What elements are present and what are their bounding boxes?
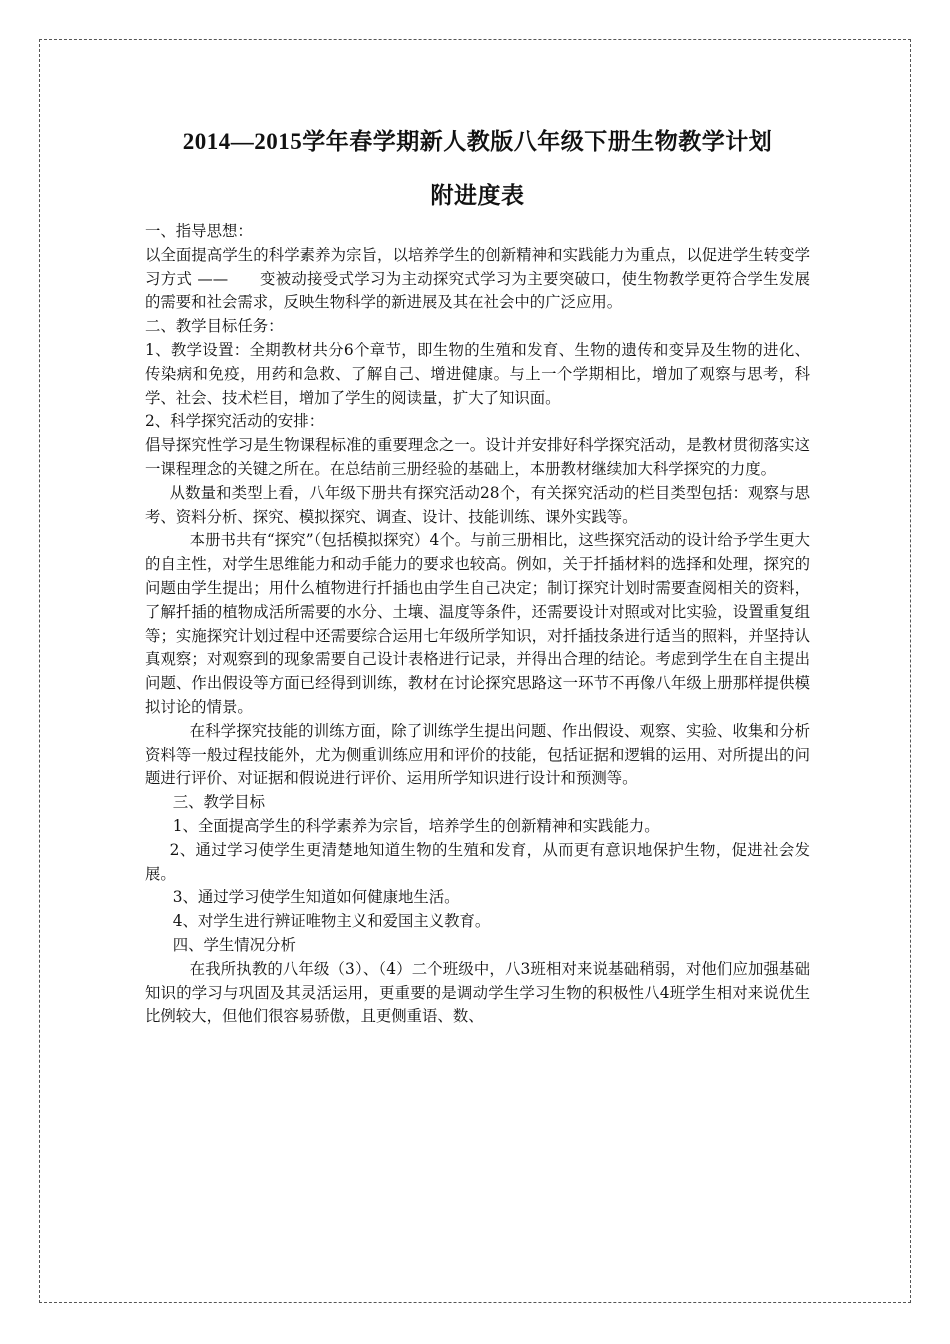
document-subtitle: 附进度表 bbox=[430, 183, 525, 208]
list-item: 1、全面提高学生的科学素养为宗旨，培养学生的创新精神和实践能力。 bbox=[172, 816, 660, 835]
paragraph: 在我所执教的八年级（3）、（4）二个班级中，八3班相对来说基础稍弱，对他们应加强基础知识的学习与巩固及其灵活运用，更重要的是调动学生学习生物的积极性八4班学生相对来说优生比例较大，但他们很容易骄傲，且更侧重语、数、 bbox=[145, 959, 810, 1026]
heading-teaching-goals: 三、教学目标 bbox=[172, 793, 266, 812]
list-item: 3、通过学习使学生知道如何健康地生活。 bbox=[172, 888, 460, 907]
document-body bbox=[145, 128, 810, 1029]
list-item: 2、通过学习使学生更清楚地知道生物的生殖和发育，从而更有意识地保护生物，促进社会发展。 bbox=[145, 840, 810, 883]
document-title: 2014—2015学年春学期新人教版八年级下册生物教学计划 bbox=[182, 129, 773, 154]
heading-teaching-tasks: 二、教学目标任务： bbox=[145, 317, 284, 336]
paragraph: 1、教学设置：全期教材共分6个章节，即生物的生殖和发育、生物的遗传和变异及生物的进化、传染病和免疫，用药和急救、了解自己、增进健康。与上一个学期相比，增加了观察与思考，科学、社会、技术栏目，增加了学生的阅读量，扩大了知识面。 bbox=[145, 340, 810, 407]
paragraph: 2、科学探究活动的安排： bbox=[145, 412, 325, 431]
paragraph: 倡导探究性学习是生物课程标准的重要理念之一。设计并安排好科学探究活动，是教材贯彻落实这一课程理念的关键之所在。在总结前三册经验的基础上，本册教材继续加大科学探究的力度。 bbox=[145, 436, 810, 478]
heading-student-analysis: 四、学生情况分析 bbox=[172, 935, 296, 954]
paragraph: 在科学探究技能的训练方面，除了训练学生提出问题、作出假设、观察、实验、收集和分析资料等一般过程技能外，尤为侧重训练应用和评价的技能，包括证据和逻辑的运用、对所提出的问题进行评价、对证据和假说进行评价、运用所学知识进行设计和预测等。 bbox=[145, 721, 810, 788]
paragraph: 从数量和类型上看，八年级下册共有探究活动28个，有关探究活动的栏目类型包括：观察与思考、资料分析、探究、模拟探究、调查、设计、技能训练、课外实践等。 bbox=[145, 483, 810, 526]
paragraph: 以全面提高学生的科学素养为宗旨，以培养学生的创新精神和实践能力为重点，以促进学生转变学习方式 —— 变被动接受式学习为主动探究式学习为主要突破口，使生物教学更符合学生发展的需要和社会需求，反映生物科学的新进展及其在社会中的广泛应用。 bbox=[145, 245, 810, 312]
paragraph: 本册书共有“探究”（包括模拟探究）4个。与前三册相比，这些探究活动的设计给予学生更大的自主性，对学生思维能力和动手能力的要求也较高。例如，关于扦插材料的选择和处理，探究的问题由学生提出；用什么植物进行扦插也由学生自己决定；制订探究计划时需要查阅相关的资料，了解扦插的植物成活所需要的水分、土壤、温度等条件，还需要设计对照或对比实验，设置重复组等；实施探究计划过程中还需要综合运用七年级所学知识，对扦插技条进行适当的照料，并坚持认真观察；对观察到的现象需要自己设计表格进行记录，并得出合理的结论。考虑到学生在自主提出问题、作出假设等方面已经得到训练，教材在讨论探究思路这一环节不再像八年级上册那样提供模拟讨论的情景。 bbox=[145, 531, 810, 716]
list-item: 4、对学生进行辨证唯物主义和爱国主义教育。 bbox=[172, 912, 491, 931]
heading-guiding-thought: 一、指导思想： bbox=[145, 222, 253, 240]
